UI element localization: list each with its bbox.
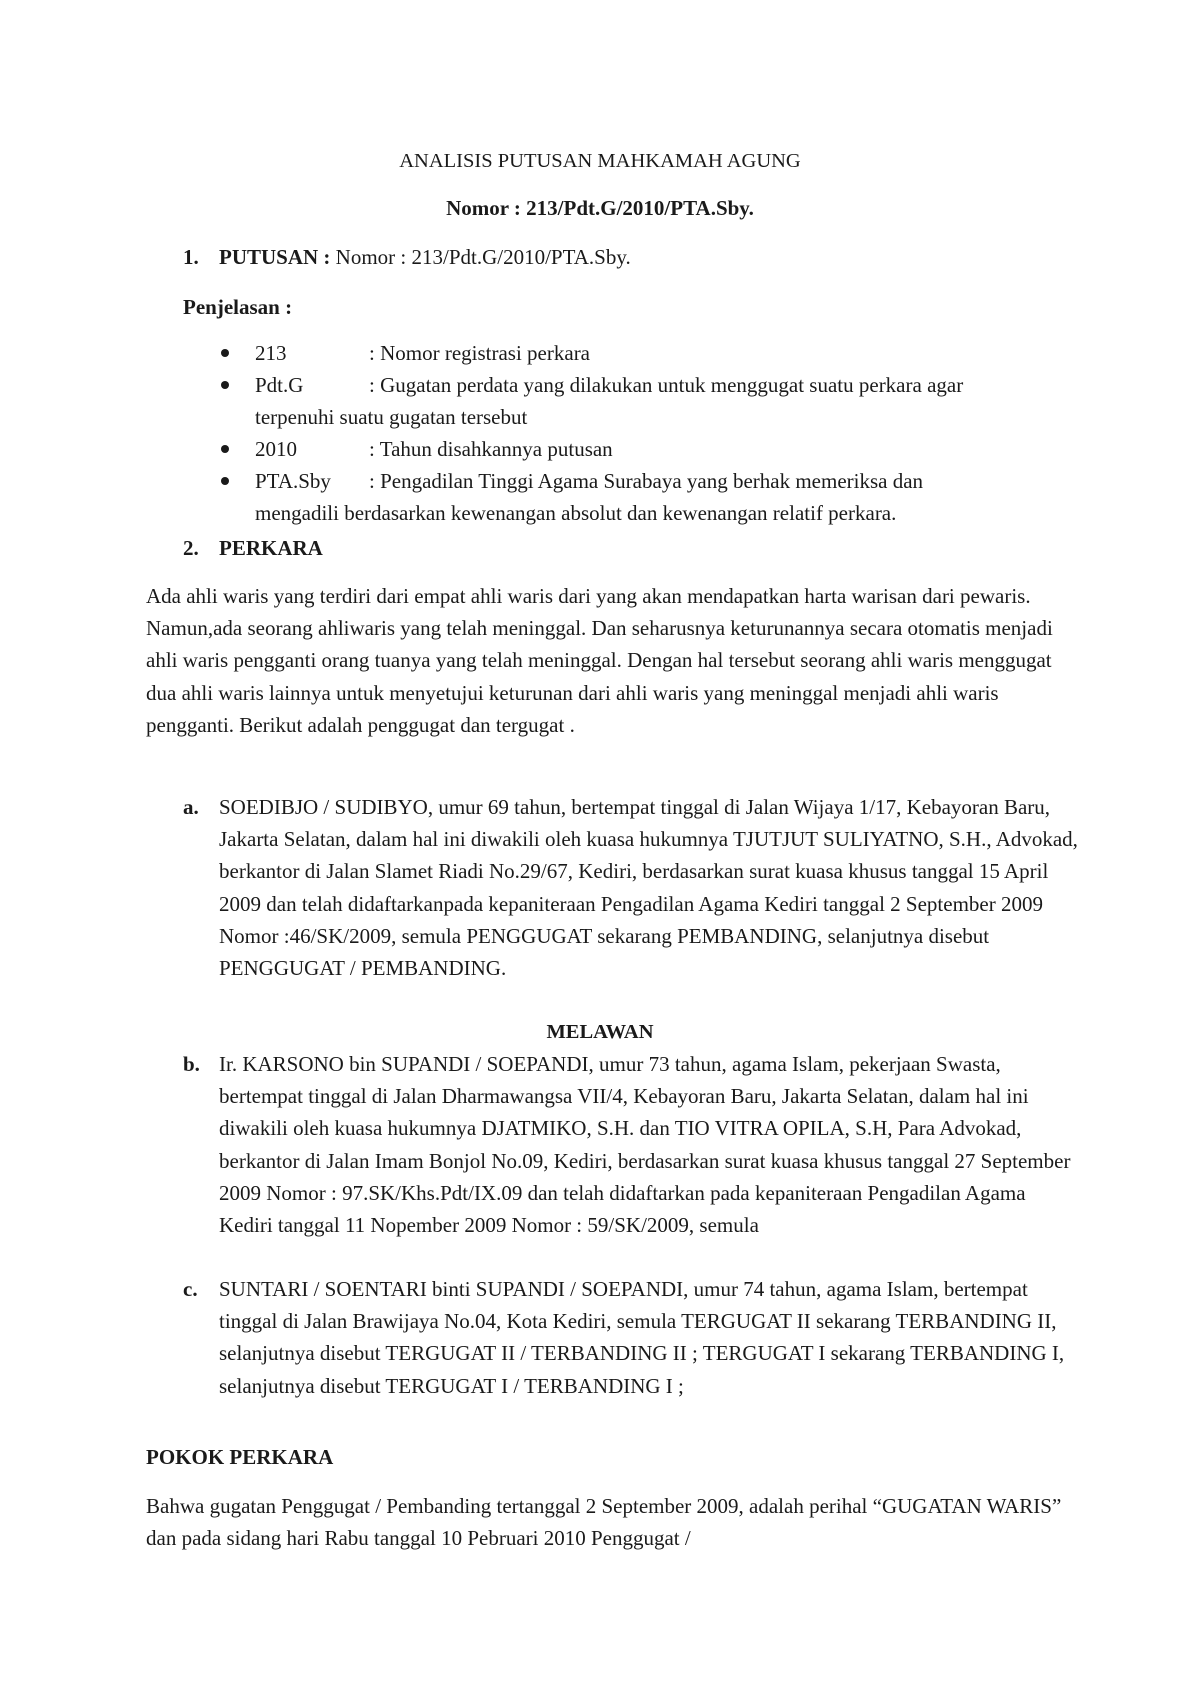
bullet-text: : Pengadilan Tinggi Agama Surabaya yang berhak memeriksa dan [369,469,924,493]
section1-label: PUTUSAN : [219,245,331,269]
bullet-continuation: terpenuhi suatu gugatan tersebut [255,405,528,429]
bullet-key: PTA.Sby [255,469,331,493]
bullet-icon [221,445,229,453]
section2-label: PERKARA [219,536,323,560]
document-number: Nomor : 213/Pdt.G/2010/PTA.Sby. [446,196,754,220]
bullet-key: 2010 [255,437,297,461]
bullet-icon [221,381,229,389]
item-marker: c. [183,1277,198,1301]
section3-paragraph: Bahwa gugatan Penggugat / Pembanding tertanggal 2 September 2009, adalah perihal “GUGATAN WARIS” dan pada sidang hari Rabu tanggal 10 Pebruari 2010 Penggugat / [146,1494,1062,1551]
item-marker: b. [183,1052,200,1076]
bullet-continuation: mengadili berdasarkan kewenangan absolut dan kewenangan relatif perkara. [255,501,897,525]
explanation-label: Penjelasan : [183,295,293,319]
section1-value: Nomor : 213/Pdt.G/2010/PTA.Sby. [335,245,631,269]
bullet-key: 213 [255,341,287,365]
versus-label: MELAWAN [546,1021,654,1043]
section2-marker: 2. [183,536,199,560]
party-item: SOEDIBJO / SUDIBYO, umur 69 tahun, bertempat tinggal di Jalan Wijaya 1/17, Kebayoran Baru, Jakarta Selatan, dalam hal ini diwakili oleh kuasa hukumnya TJUTJUT SULIYATNO, S.H., Advokad, berkantor di Jalan Slamet Riadi No.29/67, Kediri, berdasarkan surat kuasa khusus tanggal 15 April 2009 dan telah didaftarkanpada kepaniteraan Pengadilan Agama Kediri tanggal 2 September 2009 Nomor :46/SK/2009, semula PENGGUGAT sekarang PEMBANDING, selanjutnya disebut PENGGUGAT / PEMBANDING. [219,795,1078,981]
bullet-icon [221,477,229,485]
bullet-text: : Gugatan perdata yang dilakukan untuk menggugat suatu perkara agar [369,373,964,397]
party-item: Ir. KARSONO bin SUPANDI / SOEPANDI, umur 73 tahun, agama Islam, pekerjaan Swasta, bertempat tinggal di Jalan Dharmawangsa VII/4, Kebayoran Baru, Jakarta Selatan, dalam hal ini diwakili oleh kuasa hukumnya DJATMIKO, S.H. dan TIO VITRA OPILA, S.H, Para Advokad, berkantor di Jalan Imam Bonjol No.09, Kediri, berdasarkan surat kuasa khusus tanggal 27 September 2009 Nomor : 97.SK/Khs.Pdt/IX.09 dan telah didaftarkan pada kepaniteraan Pengadilan Agama Kediri tanggal 11 Nopember 2009 Nomor : 59/SK/2009, semula [219,1052,1071,1238]
party-item: SUNTARI / SOENTARI binti SUPANDI / SOEPANDI, umur 74 tahun, agama Islam, bertempat tinggal di Jalan Brawijaya No.04, Kota Kediri, semula TERGUGAT II sekarang TERBANDING II, selanjutnya disebut TERGUGAT II / TERBANDING II ; TERGUGAT I sekarang TERBANDING I, selanjutnya disebut TERGUGAT I / TERBANDING I ; [219,1277,1065,1398]
section1-marker: 1. [183,245,199,269]
bullet-text: : Nomor registrasi perkara [369,341,591,365]
bullet-icon [221,349,229,357]
section1-heading [219,245,631,269]
section2-paragraph: Ada ahli waris yang terdiri dari empat ahli waris dari yang akan mendapatkan harta warisan dari pewaris. Namun,ada seorang ahliwaris yang telah meninggal. Dan seharusnya keturunannya secara otomatis menjadi ahli waris pengganti orang tuanya yang telah meninggal. Dengan hal tersebut seorang ahli waris menggugat dua ahli waris lainnya untuk menyetujui keturunan dari ahli waris yang meninggal menjadi ahli waris pengganti. Berikut adalah penggugat dan tergugat . [146,584,1053,737]
bullet-key: Pdt.G [255,373,304,397]
item-marker: a. [183,795,199,819]
bullet-text: : Tahun disahkannya putusan [369,437,613,461]
document-title: ANALISIS PUTUSAN MAHKAMAH AGUNG [399,150,801,172]
section3-label: POKOK PERKARA [146,1445,334,1469]
